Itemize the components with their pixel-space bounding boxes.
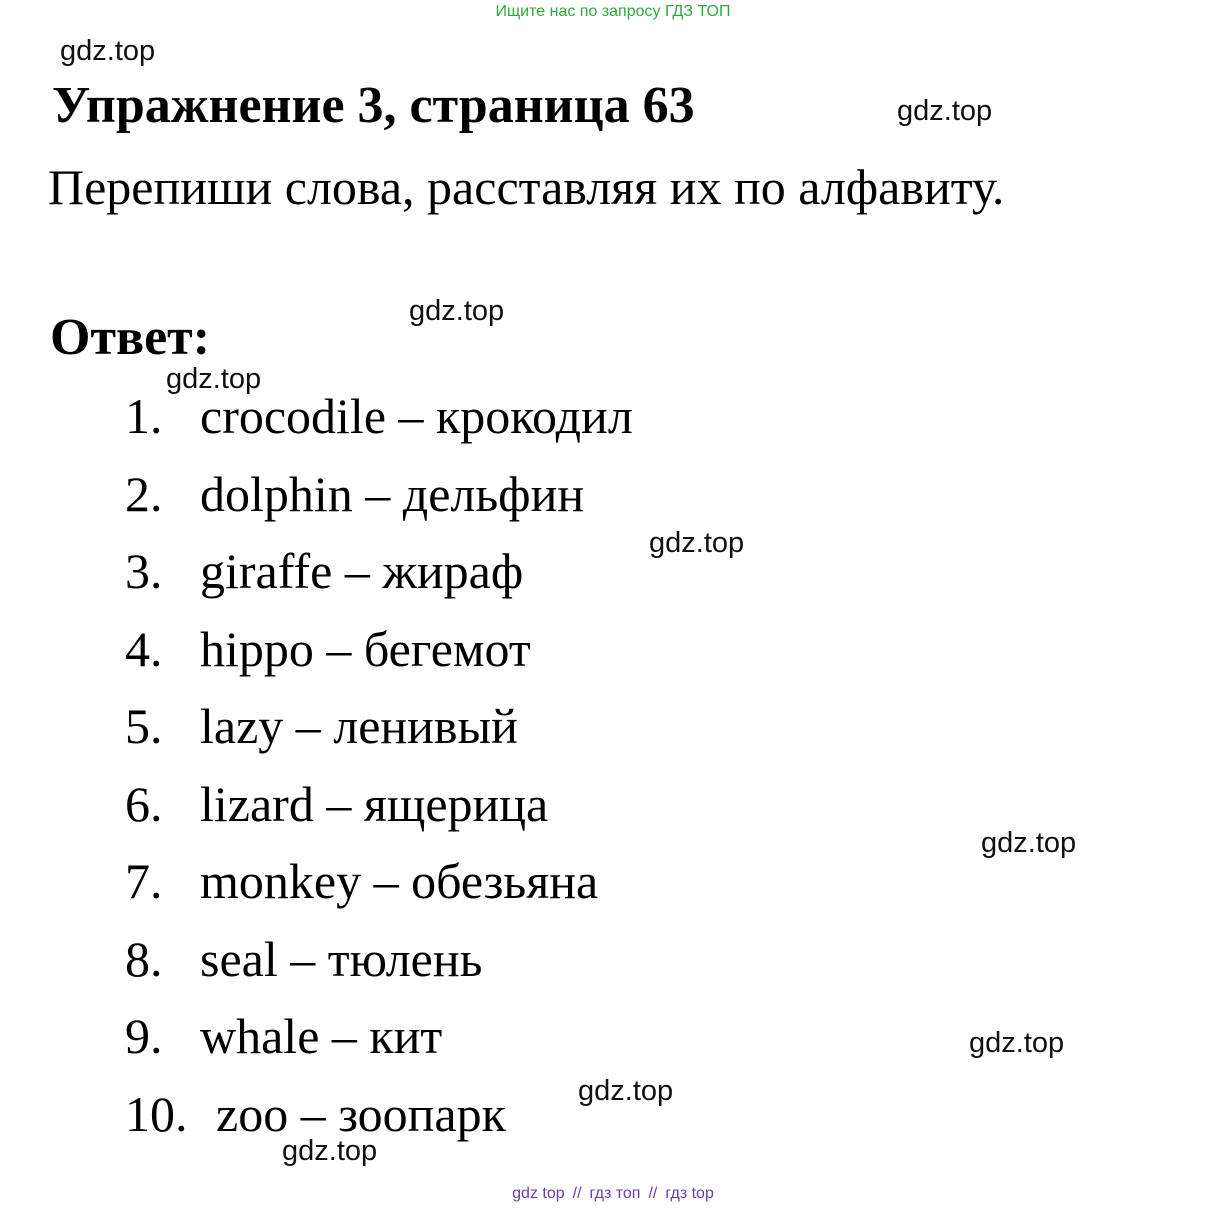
footer-link[interactable]: гдз top [665,1185,714,1202]
watermark: gdz.top [969,1027,1065,1059]
item-number: 6. [125,775,163,832]
watermark: gdz.top [578,1075,674,1107]
item-number: 8. [125,930,163,987]
item-number: 5. [125,698,163,754]
page-title: Упражнение 3, страница 63 [52,77,695,134]
top-banner[interactable]: Ищите нас по запросу ГДЗ ТОП [495,3,731,20]
footer-separator: // [648,1185,658,1202]
watermark: gdz.top [897,95,993,127]
item-number: 3. [125,543,163,599]
item-text: lazy – ленивый [200,698,518,754]
item-text: hippo – бегемот [200,620,531,677]
item-number: 9. [125,1008,163,1064]
item-number: 7. [125,853,163,909]
watermark: gdz.top [981,827,1077,859]
item-text: monkey – обезьяна [200,853,599,909]
item-text: seal – тюлень [200,930,483,987]
item-number: 2. [125,465,163,522]
list-item [0,378,1226,456]
item-text: dolphin – дельфин [200,465,585,522]
footer-links [0,1182,1226,1206]
footer-link[interactable]: gdz top [512,1185,565,1202]
list-item [0,533,1226,611]
list-item [0,921,1226,999]
item-number: 4. [125,620,163,677]
item-number: 1. [125,388,163,444]
item-text: lizard – ящерица [200,775,549,832]
answer-heading: Ответ: [50,309,211,366]
item-text: giraffe – жираф [200,543,524,599]
watermark: gdz.top [166,363,262,395]
item-text: whale – кит [200,1008,443,1064]
footer-separator: // [572,1185,582,1202]
list-item [0,456,1226,534]
list-item [0,688,1226,766]
watermark: gdz.top [60,35,156,67]
item-text: zoo – зоопарк [216,1085,506,1142]
footer-link[interactable]: гдз топ [589,1185,641,1202]
watermark: gdz.top [282,1135,378,1167]
watermark: gdz.top [649,527,745,559]
watermark: gdz.top [409,295,505,327]
task-text: Перепиши слова, расставляя их по алфавиту. [48,159,1005,215]
item-text: crocodile – крокодил [200,388,633,444]
item-number: 10. [125,1085,188,1142]
list-item [0,611,1226,689]
